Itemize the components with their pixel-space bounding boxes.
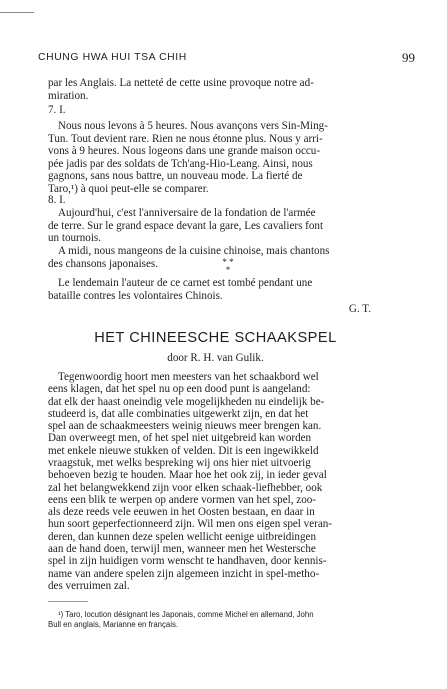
text-line: met enkele nieuwe stukken of velden. Dit is een ingewikkeld	[48, 444, 319, 457]
journal-title: CHUNG HWA HUI TSA CHIH	[38, 52, 187, 63]
text-line: Tegenwoordig hoort men meesters van het schaakbord wel	[58, 371, 319, 383]
text-line: Nous nous levons à 5 heures. Nous avançons vers Sin-Ming-	[58, 120, 328, 132]
text-line: Tun. Tout devient rare. Rien ne nous étonne plus. Nous y arri-	[48, 132, 323, 145]
date-heading-1: 7. I.	[48, 104, 66, 116]
text-line: Taro,¹) à quoi peut-elle se comparer.	[48, 182, 209, 195]
footnote-line: ¹) Taro, locution désignant les Japonais, comme Michel en allemand, John	[58, 610, 314, 619]
text-line: spel aan de schaakmeesters weinig nieuws meer brengen kan.	[48, 420, 322, 433]
text-line: par les Anglais. La netteté de cette usine provoque notre ad-	[48, 77, 314, 89]
text-line: studeerd is, dat alle combinaties uitgewerkt zijn, en dat het	[48, 407, 309, 420]
article-byline: door R. H. van Gulik.	[167, 352, 264, 364]
text-line: als deze reeds vele eeuwen in het Oosten bestaan, en daar in	[48, 506, 315, 519]
text-line: eens klagen, dat het spel nu op een dood punt is aangeland:	[48, 383, 311, 396]
footnote-rule	[48, 601, 88, 602]
text-line: aan de hand doen, terwijl men, wanneer men het Westersche	[48, 542, 316, 555]
running-head	[38, 52, 415, 66]
paragraph-5	[48, 277, 358, 302]
text-line: spel in zijn huidigen vorm wenscht te handhaven, door kennis-	[48, 555, 327, 568]
paragraph-1	[48, 77, 358, 102]
author-signature: G. T.	[348, 303, 371, 315]
text-line: des verruimen zal.	[48, 579, 130, 592]
text-line: dat elk der haast oneindig vele mogelijkheden nu eindelijk be-	[48, 395, 325, 408]
paragraph-4	[48, 245, 358, 270]
asterisk-row-top: * *	[222, 257, 234, 267]
footnote-line: Bull en anglais, Marianne en français.	[48, 620, 179, 629]
text-line: A midi, nous mangeons de la cuisine chinoise, mais chantons	[58, 245, 330, 257]
footnote	[48, 610, 368, 630]
text-line: miration.	[48, 89, 89, 102]
text-line: bataille contres les volontaires Chinois.	[48, 289, 223, 302]
top-rule	[0, 12, 34, 13]
text-line: Le lendemain l'auteur de ce carnet est tombé pendant une	[58, 277, 313, 289]
text-line: pée jadis par des soldats de Tch'ang-Hio-Leang. Ainsi, nous	[48, 157, 313, 170]
section-break-asterisks	[218, 258, 238, 274]
text-line: gagnons, sans nous battre, un nouveau mode. La fierté de	[48, 170, 303, 183]
text-line: vons à 9 heures. Nous logeons dans une grande maison occu-	[48, 145, 321, 158]
text-line: name van andere spelen zijn algemeen inzicht in spel-metho-	[48, 567, 320, 580]
text-line: zal het belangwekkend zijn voor elken schaak-liefhebber, ook	[48, 481, 323, 494]
date-heading-2: 8. I.	[48, 194, 66, 206]
paragraph-2	[48, 120, 358, 196]
text-line: de terre. Sur le grand espace devant la gare, Les cavaliers font	[48, 219, 324, 232]
text-line: eens een blik te werpen op andere vormen van het spel, zoo-	[48, 493, 316, 506]
asterisk-row-bottom: *	[225, 265, 231, 275]
paragraph-3	[48, 207, 358, 245]
page-number: 99	[402, 50, 415, 65]
text-line: un tournois.	[48, 232, 102, 245]
text-line: Aujourd'hui, c'est l'anniversaire de la fondation de l'armée	[58, 207, 316, 219]
article-body	[48, 371, 358, 592]
text-line: vraagstuk, met welks bespreking wij ons hier niet uitvoerig	[48, 456, 311, 469]
article-title: HET CHINEESCHE SCHAAKSPEL	[94, 330, 337, 346]
text-line: hun soort geperfectionneerd zijn. Wil men ons eigen spel veran-	[48, 518, 332, 531]
text-line: Dan overweegt men, of het spel niet uitgebreid kan worden	[48, 432, 312, 445]
text-line: des chansons japonaises.	[48, 257, 158, 270]
text-line: behoeven bezig te houden. Maar hoe het ook zij, in ieder geval	[48, 469, 327, 482]
text-line: deren, dan kunnen deze spelen wellicht eenige uitbreidingen	[48, 530, 316, 543]
